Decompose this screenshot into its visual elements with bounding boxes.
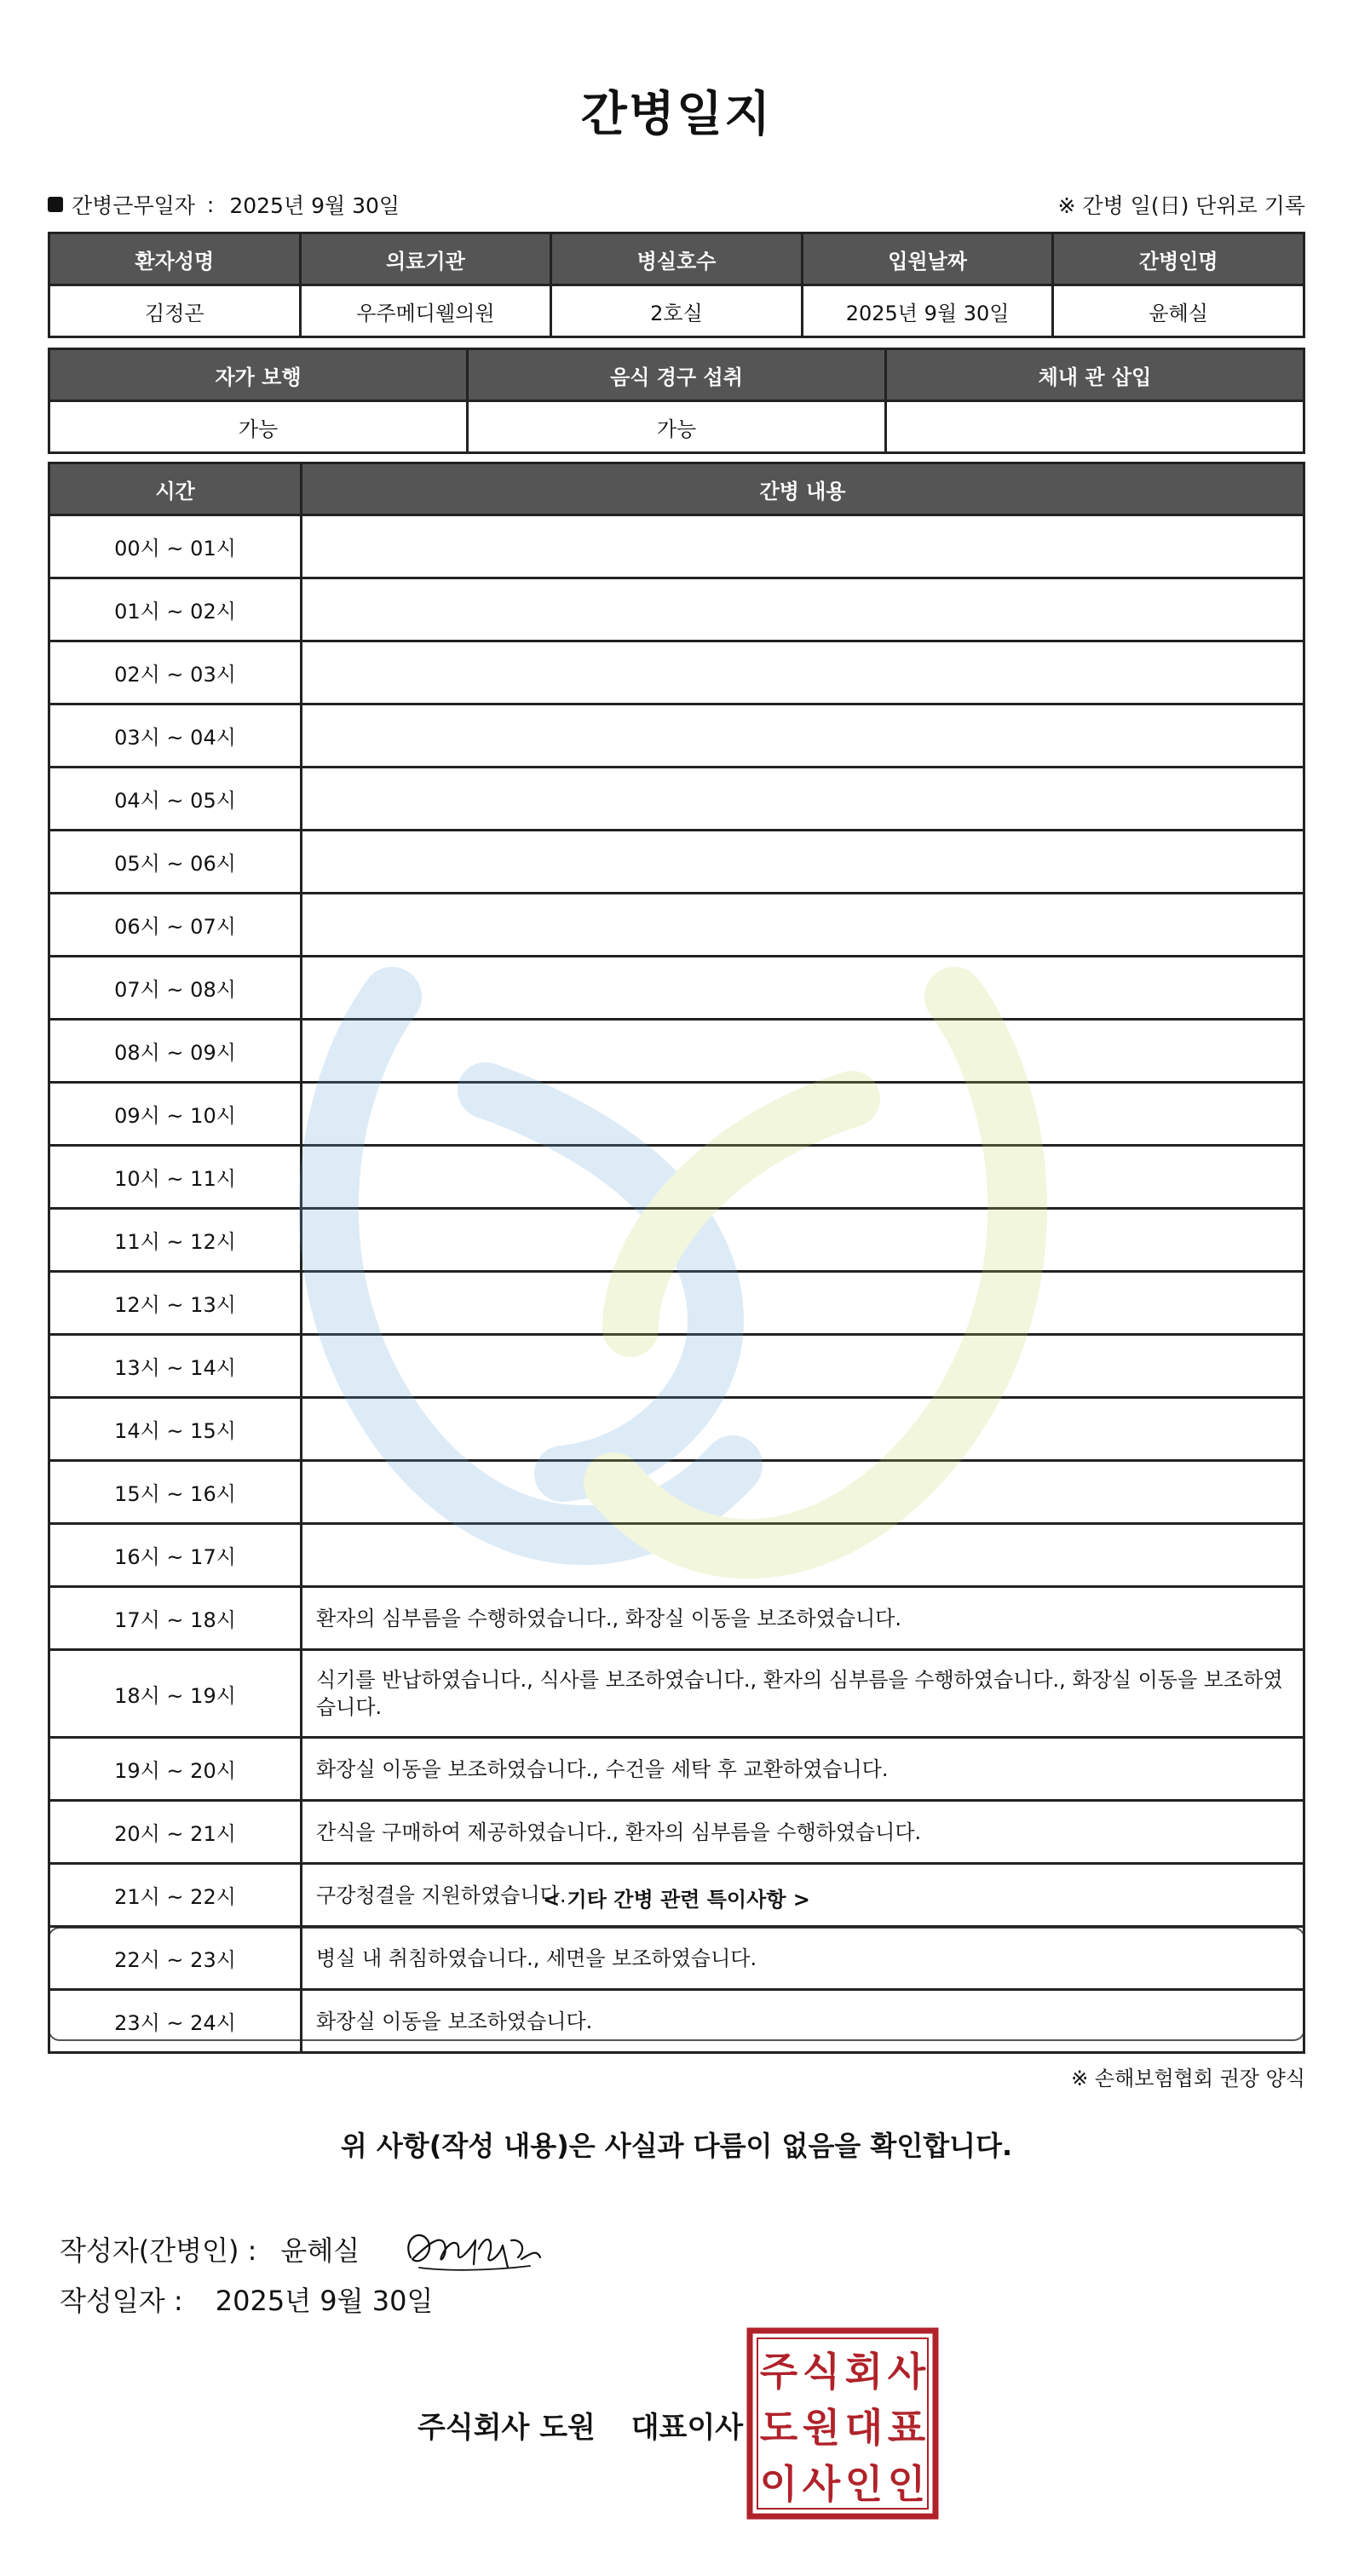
log-content-cell <box>302 515 1304 578</box>
recommended-form-note: ※ 손해보험협회 권장 양식 <box>1071 2067 1305 2090</box>
header-room-number: 병실호수 <box>551 233 803 285</box>
log-row <box>49 1650 1304 1738</box>
log-content-cell: 화장실 이동을 보조하였습니다., 수건을 세탁 후 교환하였습니다. <box>302 1738 1304 1801</box>
work-date-separator: : <box>206 192 215 217</box>
seal-character: 이 <box>759 2461 798 2507</box>
seal-character: 인 <box>844 2461 884 2507</box>
write-date-value: 2025년 9월 30일 <box>215 2285 434 2317</box>
medical-institution-value: 우주메디웰의원 <box>300 285 551 337</box>
header-medical-institution: 의료기관 <box>300 233 551 285</box>
log-row <box>49 1864 1304 1927</box>
log-content-cell: 간식을 구매하여 제공하였습니다., 환자의 심부름을 수행하였습니다. <box>302 1801 1304 1864</box>
log-time-cell: 23시 ~ 24시 <box>49 1990 302 2053</box>
log-row <box>49 1587 1304 1650</box>
log-content-cell <box>302 1335 1304 1398</box>
admission-date-value: 2025년 9월 30일 <box>802 285 1053 337</box>
log-row <box>49 768 1304 831</box>
work-date-label: 간병근무일자 <box>72 193 195 218</box>
header-patient-name: 환자성명 <box>49 233 301 285</box>
log-time-cell: 19시 ~ 20시 <box>49 1738 302 1801</box>
patient-value-row <box>49 285 1304 337</box>
write-date-label: 작성일자 : <box>60 2285 183 2317</box>
status-header-row <box>49 349 1304 401</box>
seal-character: 대 <box>844 2405 884 2451</box>
log-row <box>49 1990 1304 2053</box>
log-row <box>49 894 1304 957</box>
log-row <box>49 1801 1304 1864</box>
header-oral-intake: 음식 경구 섭취 <box>468 349 886 401</box>
notes-title: < 기타 간병 관련 특이사항 > <box>543 1888 810 1912</box>
seal-character: 주 <box>759 2349 798 2395</box>
log-content-cell: 구강청결을 지원하였습니다. <box>302 1864 1304 1927</box>
log-time-cell: 00시 ~ 01시 <box>49 515 302 578</box>
log-content-cell <box>302 1524 1304 1587</box>
oral-intake-value: 가능 <box>468 401 886 453</box>
log-header-row <box>49 463 1304 515</box>
log-time-cell: 05시 ~ 06시 <box>49 831 302 894</box>
log-time-cell: 15시 ~ 16시 <box>49 1461 302 1524</box>
log-row <box>49 1524 1304 1587</box>
log-row <box>49 1083 1304 1146</box>
status-value-row <box>49 401 1304 453</box>
log-row <box>49 1020 1304 1083</box>
log-content-cell <box>302 894 1304 957</box>
seal-character: 사 <box>887 2349 926 2395</box>
log-time-cell: 12시 ~ 13시 <box>49 1272 302 1335</box>
log-content-cell <box>302 768 1304 831</box>
header-tube-insertion: 체내 관 삽입 <box>886 349 1304 401</box>
log-time-cell: 11시 ~ 12시 <box>49 1209 302 1272</box>
patient-name-value: 김정곤 <box>49 285 301 337</box>
log-content-cell <box>302 1461 1304 1524</box>
ceo-label: 대표이사 <box>630 2411 744 2445</box>
self-walking-value: 가능 <box>49 401 468 453</box>
log-row <box>49 1927 1304 1990</box>
log-content-cell <box>302 578 1304 641</box>
log-time-cell: 20시 ~ 21시 <box>49 1801 302 1864</box>
log-time-cell: 22시 ~ 23시 <box>49 1927 302 1990</box>
log-row <box>49 1738 1304 1801</box>
seal-character: 식 <box>802 2349 841 2395</box>
log-time-cell: 18시 ~ 19시 <box>49 1650 302 1738</box>
log-content-cell <box>302 641 1304 704</box>
log-time-cell: 06시 ~ 07시 <box>49 894 302 957</box>
log-row <box>49 704 1304 768</box>
log-row <box>49 515 1304 578</box>
work-date-line <box>48 189 1305 223</box>
log-row <box>49 831 1304 894</box>
room-number-value: 2호실 <box>551 285 803 337</box>
header-self-walking: 자가 보행 <box>49 349 468 401</box>
log-row <box>49 1209 1304 1272</box>
patient-header-row <box>49 233 1304 285</box>
bullet-square-icon <box>48 197 63 212</box>
log-content-cell <box>302 1146 1304 1209</box>
log-row <box>49 1146 1304 1209</box>
log-content-cell: 병실 내 취침하였습니다., 세면을 보조하였습니다. <box>302 1927 1304 1990</box>
log-content-cell <box>302 704 1304 768</box>
writer-label: 작성자(간병인) : <box>60 2234 257 2267</box>
writer-line <box>60 2215 547 2283</box>
patient-info-table <box>48 232 1305 338</box>
seal-character: 도 <box>759 2405 798 2451</box>
header-time: 시간 <box>49 463 302 515</box>
seal-character: 회 <box>844 2349 884 2395</box>
seal-character: 원 <box>802 2405 841 2451</box>
log-time-cell: 17시 ~ 18시 <box>49 1587 302 1650</box>
patient-status-table <box>48 348 1305 454</box>
seal-character: 인 <box>887 2461 926 2507</box>
log-time-cell: 02시 ~ 03시 <box>49 641 302 704</box>
log-content-cell <box>302 1272 1304 1335</box>
document-title: 간병일지 <box>580 87 773 142</box>
log-content-cell <box>302 1020 1304 1083</box>
header-care-content: 간병 내용 <box>302 463 1304 515</box>
company-name: 주식회사 도원 <box>417 2411 596 2445</box>
log-time-cell: 16시 ~ 17시 <box>49 1524 302 1587</box>
log-content-cell: 화장실 이동을 보조하였습니다. <box>302 1990 1304 2053</box>
care-log-table <box>48 462 1305 2054</box>
log-time-cell: 21시 ~ 22시 <box>49 1864 302 1927</box>
log-time-cell: 08시 ~ 09시 <box>49 1020 302 1083</box>
log-time-cell: 09시 ~ 10시 <box>49 1083 302 1146</box>
handwritten-signature <box>394 2215 547 2283</box>
log-body <box>49 515 1304 2053</box>
log-content-cell <box>302 1398 1304 1461</box>
log-content-cell: 환자의 심부름을 수행하였습니다., 화장실 이동을 보조하였습니다. <box>302 1587 1304 1650</box>
company-line <box>417 2404 743 2446</box>
company-seal-stamp <box>746 2327 939 2520</box>
log-time-cell: 01시 ~ 02시 <box>49 578 302 641</box>
confirmation-statement: 위 사항(작성 내용)은 사실과 다름이 없음을 확인합니다. <box>340 2130 1013 2162</box>
record-unit-note: ※ 간병 일(日) 단위로 기록 <box>1057 193 1305 218</box>
caregiver-name-value: 윤혜실 <box>1053 285 1304 337</box>
seal-character: 사 <box>802 2461 841 2507</box>
log-row <box>49 641 1304 704</box>
log-content-cell <box>302 831 1304 894</box>
write-date-line <box>60 2280 433 2319</box>
log-time-cell: 13시 ~ 14시 <box>49 1335 302 1398</box>
log-content-cell <box>302 1209 1304 1272</box>
header-admission-date: 입원날짜 <box>802 233 1053 285</box>
log-time-cell: 14시 ~ 15시 <box>49 1398 302 1461</box>
log-time-cell: 04시 ~ 05시 <box>49 768 302 831</box>
log-time-cell: 07시 ~ 08시 <box>49 957 302 1020</box>
log-row <box>49 1461 1304 1524</box>
seal-character: 표 <box>887 2405 926 2451</box>
writer-name: 윤혜실 <box>280 2234 360 2267</box>
log-time-cell: 03시 ~ 04시 <box>49 704 302 768</box>
log-row <box>49 578 1304 641</box>
log-content-cell: 식기를 반납하였습니다., 식사를 보조하였습니다., 환자의 심부름을 수행하였습니다., 화장실 이동을 보조하였습니다. <box>302 1650 1304 1738</box>
log-content-cell <box>302 957 1304 1020</box>
log-content-cell <box>302 1083 1304 1146</box>
log-time-cell: 10시 ~ 11시 <box>49 1146 302 1209</box>
log-row <box>49 1272 1304 1335</box>
log-row <box>49 1335 1304 1398</box>
work-date-value: 2025년 9월 30일 <box>229 193 400 218</box>
log-row <box>49 1398 1304 1461</box>
tube-insertion-value <box>886 401 1304 453</box>
header-caregiver-name: 간병인명 <box>1053 233 1304 285</box>
log-row <box>49 957 1304 1020</box>
